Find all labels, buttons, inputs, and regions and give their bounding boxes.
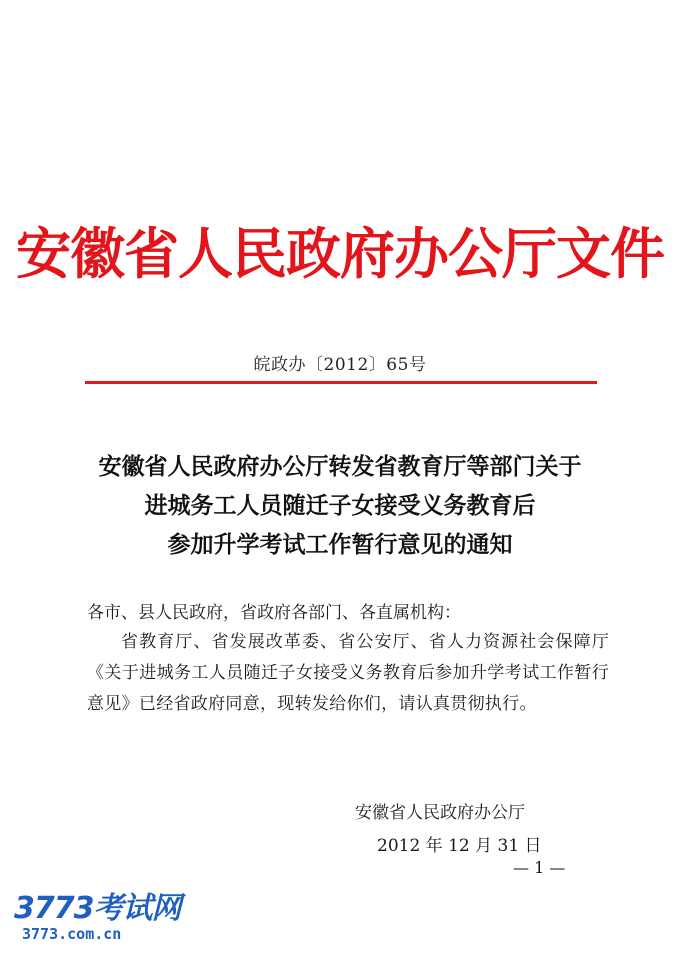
watermark-brand-number: 3773 — [14, 891, 94, 926]
document-title-line-1: 安徽省人民政府办公厅转发省教育厅等部门关于 — [98, 453, 582, 480]
document-title-line-3: 参加升学考试工作暂行意见的通知 — [167, 531, 513, 558]
issue-date: 2012 年 12 月 31 日 — [377, 836, 542, 856]
page-number: — 1 — — [513, 858, 566, 877]
salutation: 各市、县人民政府，省政府各部门、各直属机构： — [87, 603, 461, 623]
site-watermark-logo — [14, 892, 181, 942]
document-title-line-2: 进城务工人员随迁子女接受义务教育后 — [144, 492, 536, 519]
body-paragraph: 省教育厅、省发展改革委、省公安厅、省人力资源社会保障厅《关于进城务工人员随迁子女接受义务教育后参加升学考试工作暂行意见》已经省政府同意，现转发给你们，请认真贯彻执行。 — [87, 632, 609, 714]
watermark-brand-text: 考试网 — [93, 891, 181, 926]
red-separator-rule — [85, 381, 597, 384]
document-number: 皖政办〔2012〕65号 — [253, 355, 427, 375]
issuer-signature: 安徽省人民政府办公厅 — [355, 803, 525, 823]
document-masthead: 安徽省人民政府办公厅文件 — [15, 221, 664, 286]
watermark-url: 3773.com.cn — [22, 925, 122, 943]
watermark-brand — [14, 892, 181, 926]
